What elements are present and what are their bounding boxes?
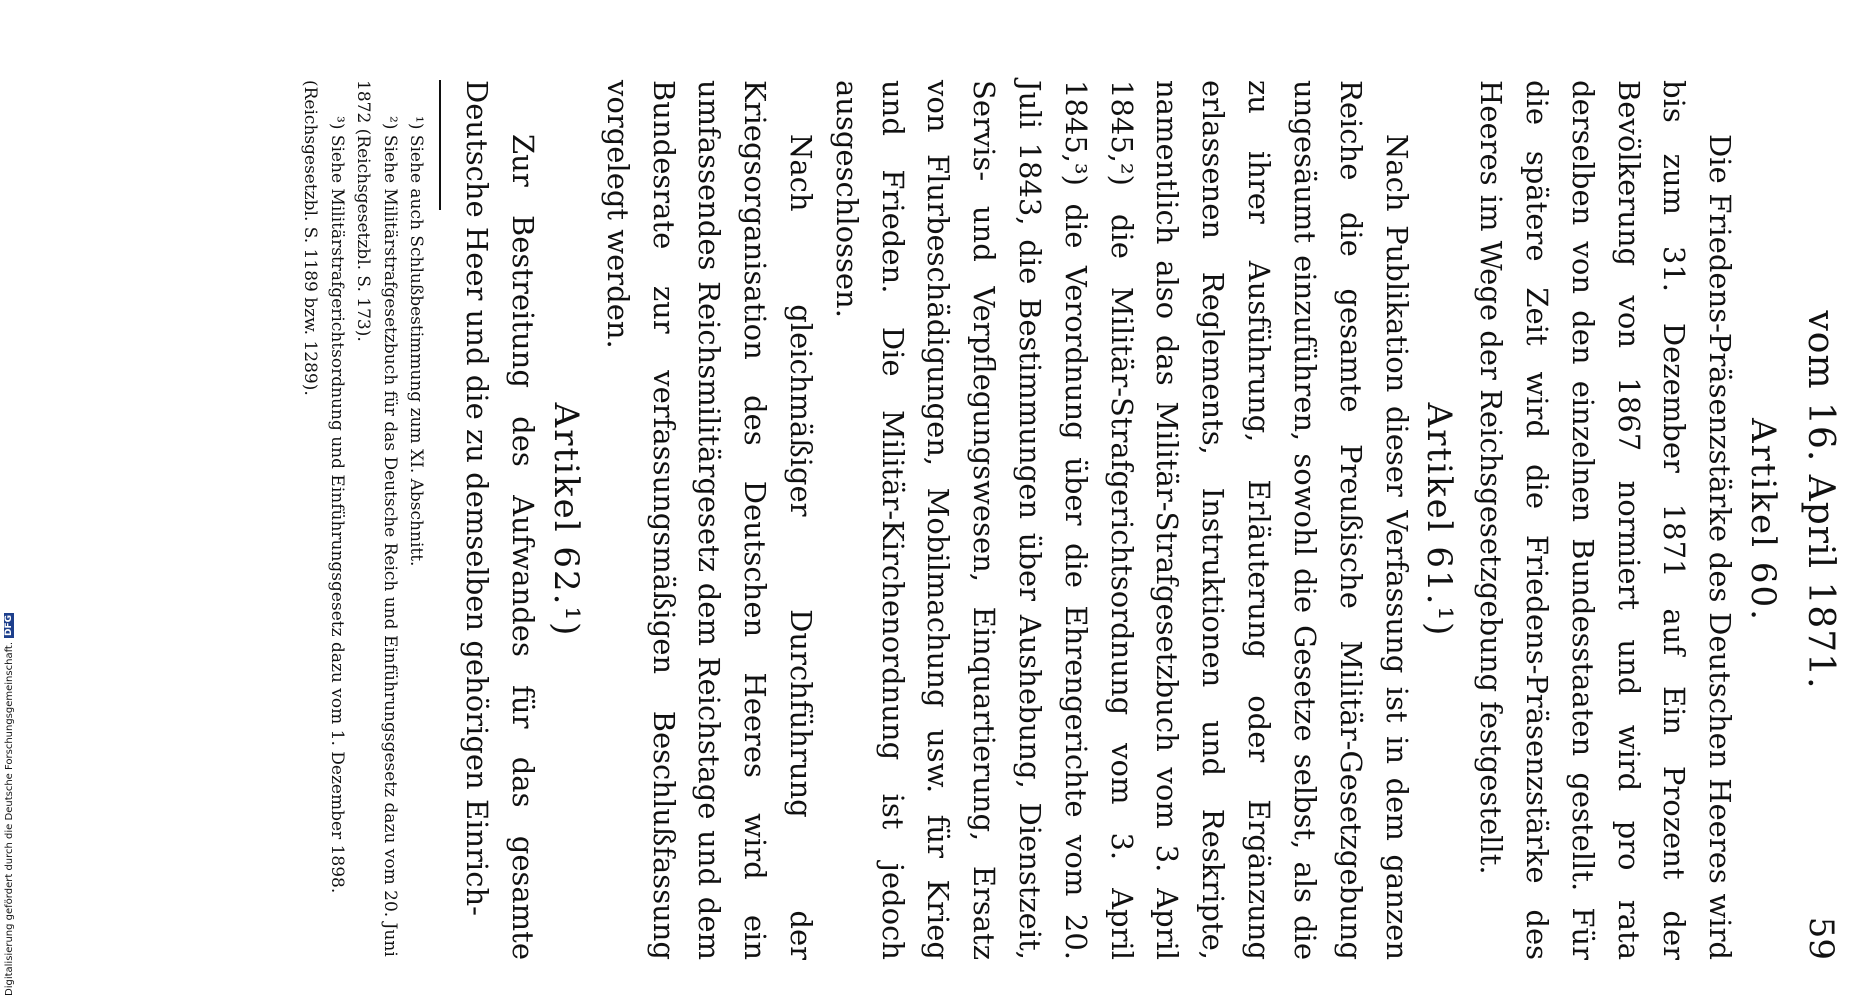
credit-text: Digitalisierung gefördert durch die Deutsche Forschungsgemeinschaft. [4, 641, 15, 996]
running-header-title: vom 16. April 1871. [1800, 310, 1841, 690]
footnote-2: ²) Siehe Militärstrafgesetzbuch für das Deutsche Reich und Einführungsgesetz dazu vom 20. Juni 1872 (Reichsgesetzbl. S. 173). [353, 80, 400, 957]
article-62-text: Zur Bestreitung des Aufwandes für das gesamte Deutsche Heer und die zu demselben gehörigen Einrich- [460, 80, 541, 960]
running-header [1801, 0, 1841, 1000]
footnote-3: ³) Siehe Militärstrafgerichtsordnung und Einführungsgesetz dazu vom 1. Dezember 1898. (Reichsgesetzbl. S. 1189 bzw. 1289). [300, 80, 347, 894]
dfg-logo: DFG [4, 614, 14, 636]
footnote-rule [439, 80, 441, 210]
footnotes [297, 80, 430, 960]
article-61-paragraph-2: Nach gleichmäßiger Durchführung der Kriegsorganisation des Deutschen Heeres wird ein umfassendes Reichsmilitärgesetz dem Reichstage und dem Bundesrate zur verfassungsmäßigen Beschlußfassung vorgelegt werden. [600, 80, 818, 960]
article-60-text: Die Friedens-Präsenzstärke des Deutschen Heeres wird bis zum 31. Dezember 1871 auf Ein Prozent der Bevölkerung von 1867 normiert und wird pro rata derselben von den einzelnen Bundesstaaten gestellt. Für die spätere Zeit wird die Friedens-Präsenzstärke des Heeres im Wege der Reichsgesetzgebung festgestellt. [1474, 80, 1738, 960]
page-number: 59 [1801, 916, 1841, 960]
page-body [297, 80, 1783, 960]
article-60-heading: Artikel 60. [1743, 418, 1783, 622]
footnote-1: ¹) Siehe auch Schlußbestimmung zum XI. Abschnitt. [406, 116, 427, 567]
article-61-paragraph-1: Nach Publikation dieser Verfassung ist in dem ganzen Reiche die gesamte Preußische Militär-Gesetzgebung ungesäumt einzuführen, sowohl die Gesetze selbst, als die zu ihrer Ausführung, Erläuterung oder Ergänzung erlassenen Reglements, Instruktionen und Reskripte, namentlich also das Militär-Strafgesetzbuch vom 3. April 1845,²) die Militär-Strafgerichtsordnung vom 3. April 1845,³) die Verordnung über die Ehrengerichte vom 20. Juli 1843, die Bestimmungen über Aushebung, Dienstzeit, Servis- und Verpflegungswesen, Einquartierung, Ersatz von Flurbeschädigungen, Mobilmachung usw. für Krieg und Frieden. Die Militär-Kirchenordnung ist jedoch ausgeschlossen. [829, 80, 1414, 960]
article-61-heading: Artikel 61.¹) [1419, 402, 1460, 638]
article-62-heading: Artikel 62.¹) [545, 402, 586, 638]
